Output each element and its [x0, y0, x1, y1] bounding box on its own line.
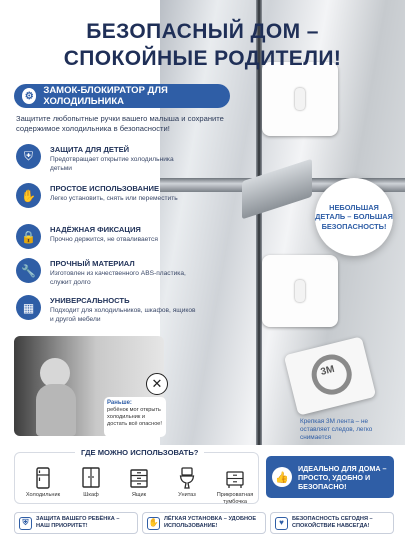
hand-icon: ✋ — [16, 183, 41, 208]
product-tag-label: ЗАМОК-БЛОКИРАТОР ДЛЯ ХОЛОДИЛЬНИКА — [43, 85, 168, 107]
usage-item — [21, 467, 65, 505]
feature-desc: Легко установить, снять или переместить — [50, 195, 178, 202]
before-title: Раньше: — [107, 400, 132, 406]
wrench-icon: 🔧 — [16, 258, 41, 283]
fridge-icon — [21, 467, 65, 489]
drawer-icon — [117, 467, 161, 489]
usage-label: Шкаф — [83, 492, 99, 498]
usage-heading: ГДЕ МОЖНО ИСПОЛЬЗОВАТЬ? — [75, 448, 204, 457]
feature-desc: Предотвращает открытие холодильника детьми — [50, 156, 174, 172]
thumbs-up-icon: 👍 — [272, 467, 292, 487]
title-line-2: СПОКОЙНЫЕ РОДИТЕЛИ! — [63, 47, 342, 70]
feature-title: УНИВЕРСАЛЬНОСТЬ — [50, 296, 130, 305]
fridge-handle — [242, 159, 312, 220]
lock-top — [262, 62, 338, 136]
shield-icon: ⛨ — [19, 517, 32, 530]
close-icon: ✕ — [146, 373, 168, 395]
feature-title: НАДЁЖНАЯ ФИКСАЦИЯ — [50, 225, 141, 234]
feature-title: ЗАЩИТА ДЛЯ ДЕТЕЙ — [50, 145, 130, 154]
feature-desc: Изготовлен из качественного ABS-пластика, служит долго — [50, 270, 186, 286]
gear-icon: ⚙ — [22, 88, 36, 104]
feature-title: ПРОСТОЕ ИСПОЛЬЗОВАНИЕ — [50, 184, 160, 193]
usage-label: Ящик — [131, 492, 147, 498]
slogan-text: НЕБОЛЬШАЯ ДЕТАЛЬ – БОЛЬШАЯ БЕЗОПАСНОСТЬ! — [315, 202, 393, 231]
sticker-brand: 3M — [319, 363, 336, 378]
feature-item — [16, 294, 196, 324]
hand-icon: ✋ — [147, 517, 160, 530]
before-text: ребёнок мог открыть холодильник и достать всё опасное! — [107, 407, 162, 427]
feature-item — [16, 143, 196, 173]
feature-title: ПРОЧНЫЙ МАТЕРИАЛ — [50, 259, 135, 268]
tape-caption: Крепкая 3М лента – не оставляет следов, легко снимается — [300, 418, 373, 442]
lock-bottom — [262, 255, 338, 327]
title-line-1: БЕЗОПАСНЫЙ ДОМ – — [86, 20, 319, 43]
wardrobe-icon — [69, 467, 113, 489]
footer-badges — [14, 512, 394, 534]
heart-icon: ♥ — [275, 517, 288, 530]
usage-label: Холодильник — [25, 492, 61, 498]
footer-badge — [14, 512, 138, 534]
feature-item — [16, 182, 196, 208]
usage-label: Унитаз — [178, 492, 196, 498]
usage-panel — [14, 448, 259, 505]
product-tag — [14, 84, 230, 108]
usage-label: Прикроватная тумбочка — [216, 492, 254, 505]
lock-icon: 🔒 — [16, 224, 41, 249]
usage-item — [117, 467, 161, 505]
usage-item — [69, 467, 113, 505]
child-figure — [32, 358, 80, 436]
usage-item — [213, 467, 257, 505]
toilet-icon — [165, 467, 209, 489]
before-note — [104, 397, 166, 437]
feature-desc: Прочно держится, не отваливается — [50, 236, 158, 243]
shield-icon: ⛨ — [16, 144, 41, 169]
grid-icon: ▦ — [16, 295, 41, 320]
feature-item — [16, 223, 196, 249]
usage-item — [165, 467, 209, 505]
slogan-bubble — [315, 178, 393, 256]
footer-badge — [142, 512, 266, 534]
footer-badge-text: БЕЗОПАСНОСТЬ СЕГОДНЯ – СПОКОЙСТВИЕ НАВСЕГДА! — [292, 516, 373, 529]
footer-badge-text: ЗАЩИТА ВАШЕГО РЕБЁНКА – НАШ ПРИОРИТЕТ! — [36, 516, 120, 529]
feature-item — [16, 257, 196, 287]
feature-desc: Подходит для холодильников, шкафов, ящиков и другой мебели — [50, 307, 196, 323]
footer-badge — [270, 512, 394, 534]
page-title — [0, 18, 405, 72]
nightstand-icon — [213, 467, 257, 489]
footer-badge-text: ЛЁГКАЯ УСТАНОВКА – УДОБНОЕ ИСПОЛЬЗОВАНИЕ! — [164, 516, 257, 529]
intro-text: Защитите любопытные ручки вашего малыша и сохраните содержимое холодильника в безопасности! — [16, 114, 224, 133]
ideal-text: ИДЕАЛЬНО ДЛЯ ДОМА – ПРОСТО, УДОБНО И БЕЗОПАСНО! — [298, 463, 387, 491]
ideal-banner — [266, 456, 394, 498]
